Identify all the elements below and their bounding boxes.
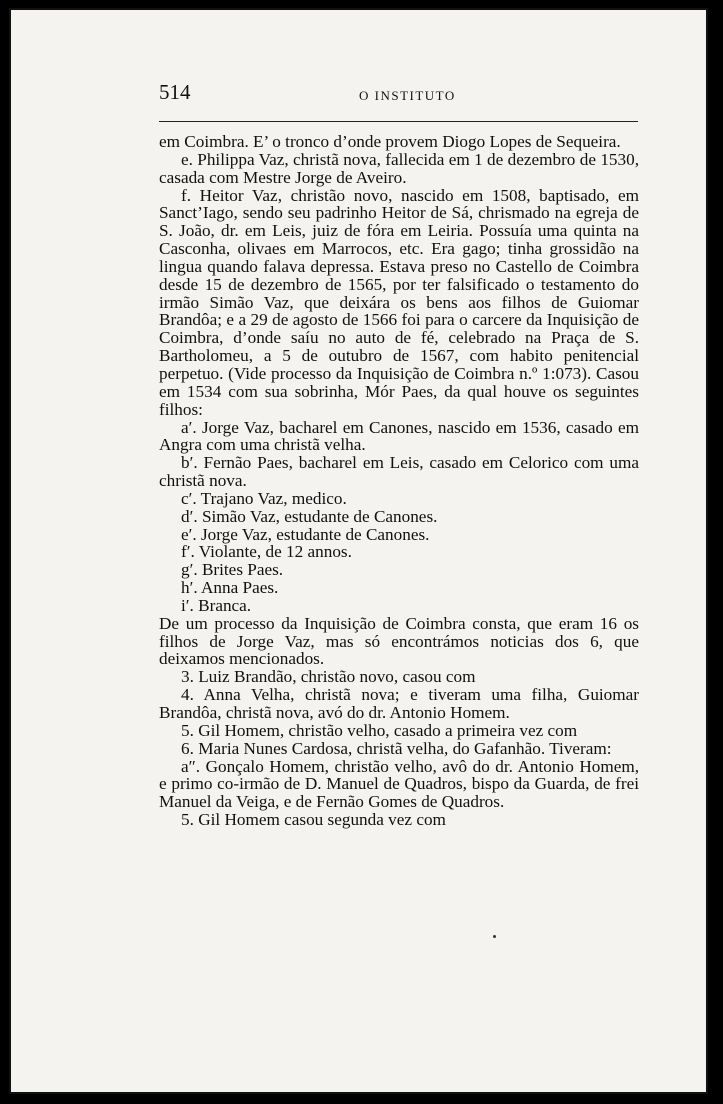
paragraph: 5. Gil Homem casou segunda vez com: [181, 810, 446, 830]
paragraph: a′. Jorge Vaz, bacharel em Canones, nascido em 1536, casado em Angra com uma christã velha.: [159, 417, 639, 455]
list-item: d′. Simão Vaz, estudante de Canones.: [181, 506, 438, 526]
list-item: f′. Violante, de 12 annos.: [181, 542, 352, 562]
paragraph: 6. Maria Nunes Cardosa, christã velha, do Gafanhão. Tiveram:: [181, 738, 612, 758]
body-text: [159, 133, 639, 829]
paragraph: 4. Anna Velha, christã nova; e tiveram uma filha, Guiomar Brandôa, christã nova, avó do dr. Antonio Homem.: [159, 685, 639, 722]
scan-speck: [493, 935, 496, 938]
paragraph: e. Philippa Vaz, christã nova, fallecida em 1 de dezembro de 1530, casada com Mestre Jorge de Aveiro.: [159, 149, 639, 187]
paragraph: em Coimbra. E’ o tronco d’onde provem Diogo Lopes de Sequeira.: [159, 132, 621, 151]
list-item: c′. Trajano Vaz, medico.: [181, 488, 347, 508]
list-item: g′. Brites Paes.: [181, 560, 284, 580]
paragraph: f. Heitor Vaz, christão novo, nascido em 1508, baptisado, em Sanct’Iago, sendo seu padrinho Heitor de Sá, chrismado na egreja de S. João, dr. em Leis, juiz de fóra em Leiria. Possuía uma quinta na Casconha, olivaes em Marrocos, etc. Era gago; tinha grossidão na lingua quando falava depressa. Estava preso no Castello de Coimbra desde 15 de dezembro de 1565, por ter falsificado o testamento do irmão Simão Vaz, que deixára os bens aos filhos de Guiomar Brandôa; e a 29 de agosto de 1566 foi para o carcere da Inquisição de Coimbra, d’onde saíu no auto de fé, celebrado na Praça de S. Bartholomeu, a 5 de outubro de 1567, com habito penitencial perpetuo. (Vide processo da Inquisição de Coimbra n.º 1:073). Casou em 1534 com sua sobrinha, Mór Paes, da qual houve os seguintes filhos:: [159, 185, 639, 419]
header-rule: [159, 121, 638, 122]
paragraph: De um processo da Inquisição de Coimbra consta, que eram 16 os filhos de Jorge Vaz, mas só encontrámos noticias dos 6, que deixamos mencionados.: [159, 613, 639, 669]
running-title: O INSTITUTO: [359, 88, 456, 103]
page-header: [159, 80, 639, 106]
paragraph: b′. Fernão Paes, bacharel em Leis, casado em Celorico com uma christã nova.: [159, 453, 639, 491]
list-item: e′. Jorge Vaz, estudante de Canones.: [181, 524, 430, 544]
paragraph: 5. Gil Homem, christão velho, casado a primeira vez com: [181, 720, 578, 740]
list-item: i′. Branca.: [181, 595, 252, 615]
paragraph: 3. Luiz Brandão, christão novo, casou com: [181, 667, 476, 687]
paragraph: a″. Gonçalo Homem, christão velho, avô do dr. Antonio Homem, e primo co-irmão de D. Manuel de Quadros, bispo da Guarda, de frei Manuel da Veiga, e de Fernão Gomes de Quadros.: [159, 756, 639, 812]
list-item: h′. Anna Paes.: [181, 578, 279, 598]
page-number: 514: [159, 80, 191, 104]
